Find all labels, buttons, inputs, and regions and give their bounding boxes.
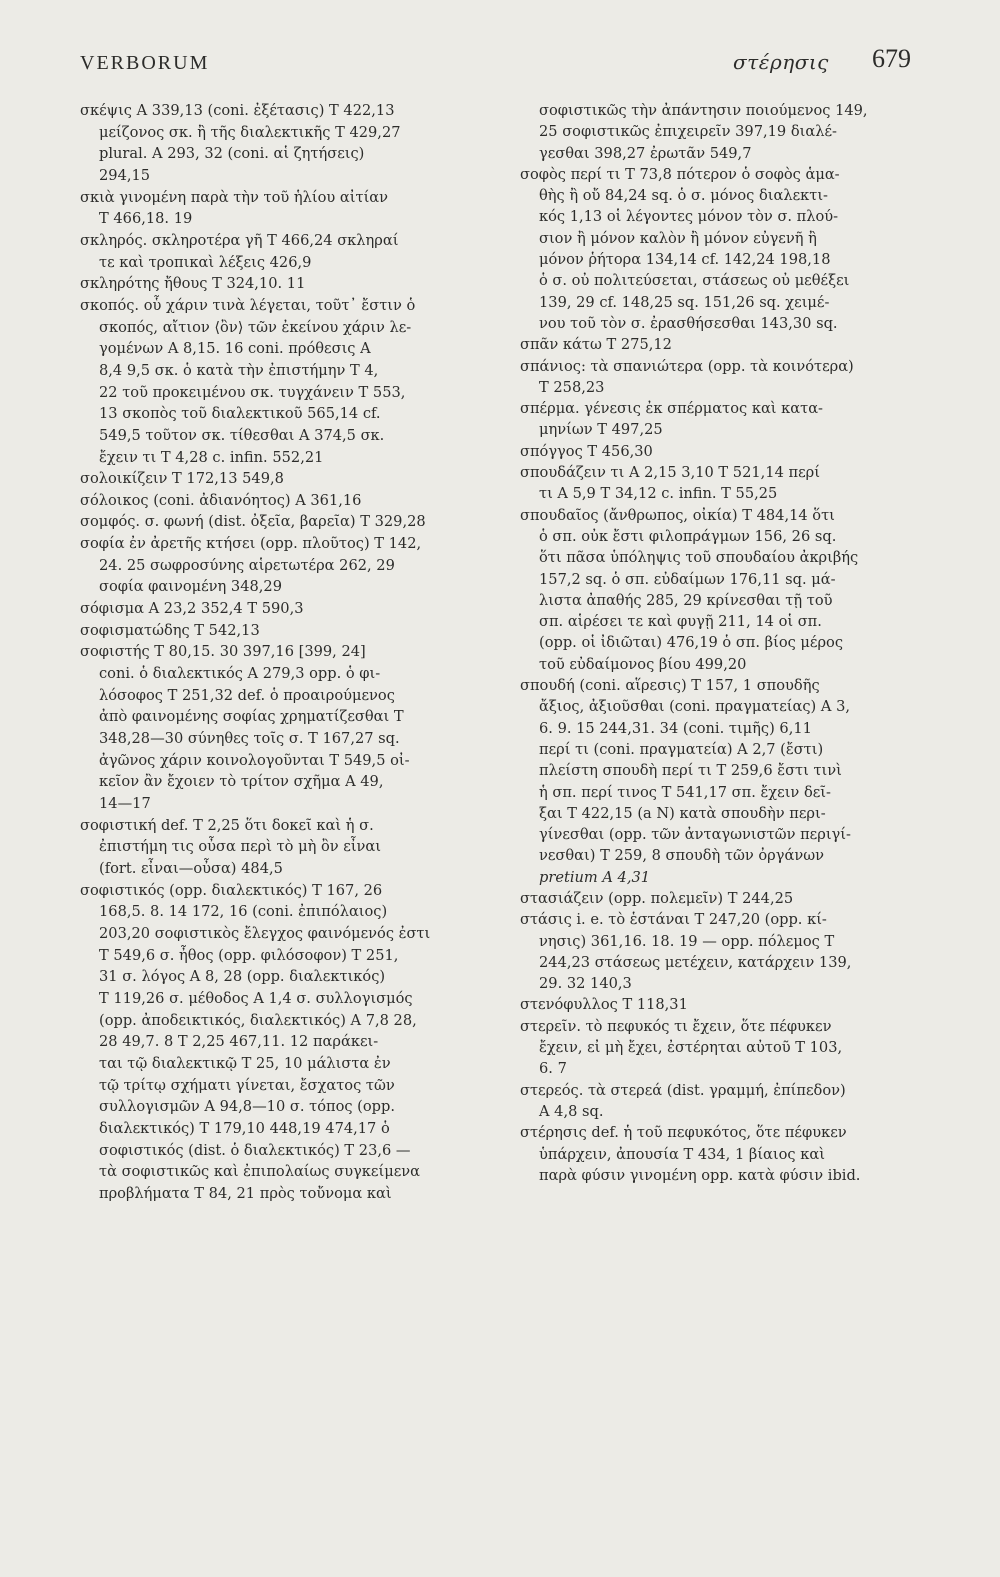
entry-headword-line: σοφὸς περί τι Τ 73,8 πότερον ὁ σοφὸς ἁμα- — [520, 165, 840, 183]
entry-continuation-line: coni. ὁ διαλεκτικός Α 279,3 opp. ὁ φι- — [99, 665, 381, 683]
entry-continuation-line: 157,2 sq. ὁ σπ. εὐδαίμων 176,11 sq. μά- — [539, 570, 836, 588]
left-column — [80, 100, 495, 1204]
entry-continuation-line: πλείστη σπουδὴ περί τι Τ 259,6 ἔστι τινὶ — [539, 762, 842, 780]
entry-continuation-line: 139, 29 cf. 148,25 sq. 151,26 sq. χειμέ- — [539, 293, 830, 311]
entry-headword-line: σπόγγος Τ 456,30 — [520, 442, 653, 460]
entry-continuation-line: (opp. οἱ ἰδιῶται) 476,19 ὁ σπ. βίος μέρος — [539, 634, 844, 652]
running-header-keyword: στέρησις — [733, 50, 829, 74]
entry-headword-line: σοφισματώδης Τ 542,13 — [80, 621, 260, 639]
entry-continuation-line: ἄξιος, ἀξιοῦσθαι (coni. πραγματείας) Α 3, — [539, 698, 850, 716]
entry-headword-line: στερεῖν. τὸ πεφυκός τι ἔχειν, ὅτε πέφυκεν — [520, 1017, 832, 1035]
entry-headword-line: σόλοικος (coni. ἀδιανόητος) Α 361,16 — [80, 491, 362, 509]
entry-continuation-line: Τ 119,26 σ. μέθοδος Α 1,4 σ. συλλογισμός — [99, 989, 413, 1007]
entry-continuation-line: γομένων Α 8,15. 16 coni. πρόθεσις Α — [99, 340, 371, 358]
entry-continuation-line: 13 σκοπὸς τοῦ διαλεκτικοῦ 565,14 cf. — [99, 405, 381, 423]
entry-headword-line: στερεός. τὰ στερεά (dist. γραμμή, ἐπίπεδον) — [520, 1081, 846, 1099]
entry-continuation-line: νησις) 361,16. 18. 19 — opp. πόλεμος Τ — [539, 932, 835, 950]
entry-continuation-line: τοῦ εὐδαίμονος βίου 499,20 — [539, 655, 747, 673]
entry-continuation-line: σοφιστικός (dist. ὁ διαλεκτικός) Τ 23,6 — — [99, 1141, 411, 1159]
entry-continuation-line: γεσθαι 398,27 ἐρωτᾶν 549,7 — [539, 144, 752, 162]
entry-continuation-line: σοφία φαινομένη 348,29 — [99, 578, 282, 596]
entry-headword-line: σπουδαῖος (ἄνθρωπος, οἰκία) Τ 484,14 ὅτι — [520, 506, 835, 524]
entry-continuation-line: 203,20 σοφιστικὸς ἔλεγχος φαινόμενός ἐστι — [99, 924, 431, 942]
entry-continuation-line: σκοπός, αἴτιον ⟨ὂν⟩ τῶν ἐκείνου χάριν λε- — [99, 318, 412, 336]
entry-continuation-line: Τ 549,6 σ. ἦθος (opp. φιλόσοφον) Τ 251, — [99, 946, 399, 964]
entry-continuation-line: Τ 466,18. 19 — [99, 210, 193, 228]
entry-headword-line: σπάνιος: τὰ σπανιώτερα (opp. τὰ κοινότερα) — [520, 357, 854, 375]
page-number: 679 — [872, 44, 911, 73]
entry-headword-line: στάσις i. e. τὸ ἑστάναι Τ 247,20 (opp. κί- — [520, 911, 827, 929]
entry-continuation-line: (fort. εἶναι—οὖσα) 484,5 — [99, 859, 283, 877]
entry-continuation-line: ἡ σπ. περί τινος Τ 541,17 σπ. ἔχειν δεῖ- — [539, 783, 831, 801]
entry-continuation-line: 22 τοῦ προκειμένου σκ. τυγχάνειν Τ 553, — [99, 383, 406, 401]
entry-headword-line: σκιὰ γινομένη παρὰ τὴν τοῦ ἡλίου αἰτίαν — [80, 188, 389, 206]
entry-continuation-line: κός 1,13 οἱ λέγοντες μόνον τὸν σ. πλού- — [539, 208, 839, 226]
entry-continuation-line: προβλήματα Τ 84, 21 πρὸς τοὔνομα καὶ — [99, 1184, 392, 1202]
entry-continuation-line: τῷ τρίτῳ σχήματι γίνεται, ἔσχατος τῶν — [99, 1076, 395, 1094]
entry-headword-line: στασιάζειν (opp. πολεμεῖν) Τ 244,25 — [520, 889, 794, 907]
entry-continuation-line: (opp. ἀποδεικτικός, διαλεκτικός) Α 7,8 28, — [99, 1011, 417, 1029]
entry-headword-line: στέρησις def. ἡ τοῦ πεφυκότος, ὅτε πέφυκεν — [520, 1124, 847, 1142]
entry-continuation-line: ὁ σπ. οὐκ ἔστι φιλοπράγμων 156, 26 sq. — [539, 527, 837, 545]
entry-continuation-line: μηνίων Τ 497,25 — [539, 421, 663, 439]
entry-continuation-line: 168,5. 8. 14 172, 16 (coni. ἐπιπόλαιος) — [99, 903, 388, 921]
entry-continuation-line: 14—17 — [99, 795, 151, 812]
entry-continuation-line: τὰ σοφιστικῶς καὶ ἐπιπολαίως συγκείμενα — [99, 1163, 420, 1181]
entry-headword-line: στενόφυλλος Τ 118,31 — [520, 996, 688, 1014]
entry-headword-line: σοφία ἐν ἀρετῆς κτήσει (opp. πλοῦτος) Τ 142, — [80, 535, 422, 553]
entry-continuation-line: 24. 25 σωφροσύνης αἱρετωτέρα 262, 29 — [99, 556, 395, 574]
entry-continuation-line: σοφιστικῶς τὴν ἀπάντησιν ποιούμενος 149, — [539, 102, 868, 119]
entry-continuation-line: παρὰ φύσιν γινομένη opp. κατὰ φύσιν ibid. — [539, 1166, 861, 1184]
entry-continuation-line: συλλογισμῶν Α 94,8—10 σ. τόπος (opp. — [99, 1098, 395, 1116]
entry-headword-line: σολοικίζειν Τ 172,13 549,8 — [80, 470, 284, 488]
entry-continuation-line: Α 4,8 sq. — [539, 1102, 604, 1120]
entry-continuation-line: 244,23 στάσεως μετέχειν, κατάρχειν 139, — [539, 953, 852, 971]
entry-headword-line: σόφισμα Α 23,2 352,4 Τ 590,3 — [80, 600, 304, 618]
entry-continuation-line: 29. 32 140,3 — [539, 975, 632, 993]
entry-continuation-line: 348,28—30 σύνηθες τοῖς σ. Τ 167,27 sq. — [99, 730, 400, 748]
entry-headword-line: σπᾶν κάτω Τ 275,12 — [520, 336, 672, 354]
entry-continuation-line: νεσθαι) Τ 259, 8 σπουδὴ τῶν ὀργάνων — [539, 847, 824, 865]
entry-continuation-line: κεῖον ἂν ἔχοιεν τὸ τρίτον σχῆμα Α 49, — [99, 773, 384, 791]
entry-headword-line: σοφιστής Τ 80,15. 30 397,16 [399, 24] — [80, 643, 366, 661]
entry-continuation-line: λόσοφος Τ 251,32 def. ὁ προαιρούμενος — [99, 686, 395, 704]
entry-continuation-line: μόνον ῥήτορα 134,14 cf. 142,24 198,18 — [539, 251, 831, 269]
entry-headword-line: σκέψις Α 339,13 (coni. ἐξέτασις) Τ 422,13 — [80, 102, 395, 119]
entry-continuation-line: 294,15 — [99, 166, 151, 184]
entry-headword-line: σοφιστικός (opp. διαλεκτικός) Τ 167, 26 — [80, 881, 383, 899]
entry-continuation-line: σπ. αἱρέσει τε καὶ φυγῇ 211, 14 οἱ σπ. — [539, 613, 822, 631]
right-column — [520, 100, 938, 1186]
entry-continuation-line: διαλεκτικός) Τ 179,10 448,19 474,17 ὁ — [99, 1119, 390, 1137]
entry-continuation-line: ἔχειν, εἰ μὴ ἔχει, ἐστέρηται αὐτοῦ Τ 103, — [539, 1039, 843, 1057]
entry-continuation-line: τι Α 5,9 Τ 34,12 c. infin. Τ 55,25 — [539, 485, 778, 503]
entry-continuation-line: 8,4 9,5 σκ. ὁ κατὰ τὴν ἐπιστήμην Τ 4, — [99, 361, 379, 379]
entry-continuation-line: ὅτι πᾶσα ὑπόληψις τοῦ σπουδαίου ἀκριβής — [539, 549, 859, 567]
entry-continuation-line: τε καὶ τροπικαὶ λέξεις 426,9 — [99, 253, 312, 271]
entry-headword-line: σοφιστική def. Τ 2,25 ὅτι δοκεῖ καὶ ἡ σ. — [80, 816, 374, 834]
entry-headword-line: σκληρός. σκληροτέρα γῆ Τ 466,24 σκληραί — [80, 231, 399, 249]
entry-continuation-line: 549,5 τοῦτον σκ. τίθεσθαι Α 374,5 σκ. — [99, 426, 385, 444]
entry-continuation-line: plural. Α 293, 32 (coni. αἱ ζητήσεις) — [99, 145, 365, 163]
entry-continuation-line: μείζονος σκ. ἢ τῆς διαλεκτικῆς Τ 429,27 — [99, 123, 401, 141]
entry-headword-line: σκληρότης ἤθους Τ 324,10. 11 — [80, 275, 306, 293]
entry-headword-line: σομφός. σ. φωνή (dist. ὀξεῖα, βαρεῖα) Τ 329,28 — [80, 513, 426, 531]
entry-continuation-line: λιστα ἀπαθής 285, 29 κρίνεσθαι τῇ τοῦ — [539, 591, 833, 609]
entry-continuation-line: νου τοῦ τὸν σ. ἐρασθήσεσθαι 143,30 sq. — [539, 314, 838, 332]
entry-continuation-line: ἀπὸ φαινομένης σοφίας χρηματίζεσθαι Τ — [99, 708, 404, 726]
entry-headword-line: σκοπός. οὗ χάριν τινὰ λέγεται, τοῦτ᾽ ἔστιν ὁ — [80, 296, 416, 314]
entry-headword-line: σπέρμα. γένεσις ἐκ σπέρματος καὶ κατα- — [520, 400, 823, 418]
entry-continuation-line: Τ 258,23 — [539, 378, 605, 396]
entry-continuation-line: 6. 9. 15 244,31. 34 (coni. τιμῆς) 6,11 — [539, 719, 812, 737]
entry-continuation-line: σιον ἢ μόνον καλὸν ἢ μόνον εὐγενῆ ἢ — [539, 229, 817, 247]
entry-continuation-line: pretium Α 4,31 — [539, 868, 651, 886]
entry-continuation-line: 25 σοφιστικῶς ἐπιχειρεῖν 397,19 διαλέ- — [539, 123, 837, 141]
entry-continuation-line: περί τι (coni. πραγματεία) Α 2,7 (ἔστι) — [539, 740, 824, 758]
entry-continuation-line: ὁ σ. οὐ πολιτεύσεται, στάσεως οὐ μεθέξει — [539, 272, 850, 290]
entry-headword-line: σπουδάζειν τι Α 2,15 3,10 Τ 521,14 περί — [520, 464, 820, 482]
running-header-left: VERBORUM — [80, 52, 210, 74]
entry-continuation-line: ὑπάρχειν, ἀπουσία Τ 434, 1 βίαιος καὶ — [539, 1145, 825, 1163]
entry-continuation-line: γίνεσθαι (opp. τῶν ἀνταγωνιστῶν περιγί- — [539, 826, 851, 844]
entry-continuation-line: 6. 7 — [539, 1060, 567, 1078]
entry-headword-line: σπουδή (coni. αἵρεσις) Τ 157, 1 σπουδῆς — [520, 677, 820, 695]
entry-continuation-line: ται τῷ διαλεκτικῷ Τ 25, 10 μάλιστα ἐν — [99, 1054, 391, 1072]
entry-continuation-line: ξαι Τ 422,15 (a N) κατὰ σπουδὴν περι- — [539, 804, 826, 822]
entry-continuation-line: 28 49,7. 8 Τ 2,25 467,11. 12 παράκει- — [99, 1033, 379, 1051]
entry-continuation-line: θὴς ἢ οὔ 84,24 sq. ὁ σ. μόνος διαλεκτι- — [539, 187, 828, 205]
entry-continuation-line: 31 σ. λόγος Α 8, 28 (opp. διαλεκτικός) — [99, 968, 386, 986]
entry-continuation-line: ἔχειν τι Τ 4,28 c. infin. 552,21 — [99, 448, 324, 466]
entry-continuation-line: ἐπιστήμη τις οὖσα περὶ τὸ μὴ ὂν εἶναι — [99, 838, 381, 856]
entry-continuation-line: ἀγῶνος χάριν κοινολογοῦνται Τ 549,5 οἰ- — [99, 751, 410, 769]
